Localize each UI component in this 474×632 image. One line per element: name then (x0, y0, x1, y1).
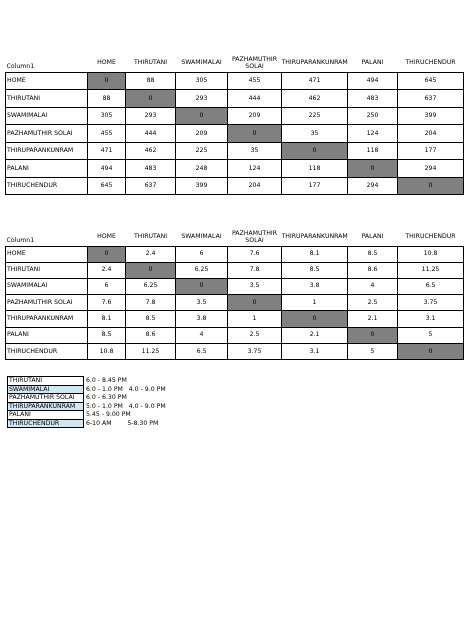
table-cell: 399 (176, 177, 228, 195)
table-row (6, 125, 464, 143)
diagonal-cell: 0 (282, 142, 348, 160)
table-row (6, 262, 464, 278)
timing-row (8, 394, 167, 403)
timing-hours: 5.45 - 9.00 PM (86, 411, 131, 418)
row-header: PAZHAMUTHIR SOLAI (6, 294, 88, 311)
table-cell: 294 (348, 177, 398, 195)
table-header-row (6, 54, 464, 72)
table-cell: 6.5 (176, 343, 228, 360)
table-cell: 209 (176, 125, 228, 143)
row-header: THIRUTANI (6, 90, 88, 108)
table-cell: 8.1 (282, 246, 348, 262)
row-header: THIRUPARANKUNRAM (6, 142, 88, 160)
table-cell: 3.5 (176, 294, 228, 311)
table-cell: 494 (348, 72, 398, 90)
diagonal-cell: 0 (176, 107, 228, 125)
table-cell: 204 (398, 125, 464, 143)
row-header: SWAMIMALAI (6, 107, 88, 125)
diagonal-cell: 0 (398, 177, 464, 195)
table-cell: 250 (348, 107, 398, 125)
diagonal-cell: 0 (126, 262, 176, 278)
table-cell: 305 (88, 107, 126, 125)
table-cell: 471 (88, 142, 126, 160)
diagonal-cell: 0 (88, 246, 126, 262)
row-header: THIRUCHENDUR (6, 177, 88, 195)
row-header: HOME (6, 72, 88, 90)
table-cell: 3.1 (282, 343, 348, 360)
table-cell: 305 (176, 72, 228, 90)
table-cell: 8.5 (282, 262, 348, 278)
table-cell: 204 (228, 177, 282, 195)
table-cell: 248 (176, 160, 228, 178)
table-cell: 177 (398, 142, 464, 160)
table-cell: 645 (88, 177, 126, 195)
table-cell: 2.1 (348, 311, 398, 328)
row-header: THIRUCHENDUR (6, 343, 88, 360)
table-cell: 483 (126, 160, 176, 178)
table-cell: 11.25 (126, 343, 176, 360)
table-cell: 3.1 (398, 311, 464, 328)
table-cell: 3.8 (282, 278, 348, 294)
table-cell: 1 (282, 294, 348, 311)
temple-timings-table (7, 376, 167, 428)
timing-hours: 6.0 - 8.45 PM (86, 377, 127, 384)
table-cell: 88 (126, 72, 176, 90)
distance-table (5, 54, 464, 195)
timing-place: THIRUCHENDUR (8, 419, 84, 428)
diagonal-cell: 0 (348, 160, 398, 178)
row-header: THIRUPARANKUNRAM (6, 311, 88, 328)
timing-row (8, 377, 167, 386)
table-row (6, 107, 464, 125)
timing-row (8, 402, 167, 411)
column-header: SWAMIMALAI (176, 228, 228, 246)
timing-row (8, 385, 167, 394)
table-cell: 118 (282, 160, 348, 178)
column-header: PAZHAMUTHIR SOLAI (228, 228, 282, 246)
table-cell: 3.8 (176, 311, 228, 328)
travel-time-table (5, 228, 464, 360)
table-cell: 2.5 (348, 294, 398, 311)
row-header: PALANI (6, 160, 88, 178)
timing-hours: 5.0 - 1.0 PM 4.0 - 9.0 PM (86, 402, 166, 410)
table-cell: 3.75 (398, 294, 464, 311)
table-cell: 471 (282, 72, 348, 90)
table-row (6, 278, 464, 294)
diagonal-cell: 0 (282, 311, 348, 328)
table-cell: 5 (348, 343, 398, 360)
table-row (6, 246, 464, 262)
column-header: THIRUPARANKUNRAM (282, 228, 348, 246)
timing-place: PALANI (8, 411, 84, 420)
table-row (6, 72, 464, 90)
timing-row (8, 411, 167, 420)
table-cell: 6.5 (398, 278, 464, 294)
table-cell: 444 (228, 90, 282, 108)
table-cell: 294 (398, 160, 464, 178)
column-header: HOME (88, 54, 126, 72)
table-cell: 455 (228, 72, 282, 90)
table-cell: 6.25 (126, 278, 176, 294)
table-cell: 7.6 (88, 294, 126, 311)
timing-place: SWAMIMALAI (8, 385, 84, 394)
table-cell: 6.25 (176, 262, 228, 278)
table-cell: 293 (176, 90, 228, 108)
diagonal-cell: 0 (126, 90, 176, 108)
row-header: PAZHAMUTHIR SOLAI (6, 125, 88, 143)
column-header: THIRUTANI (126, 54, 176, 72)
timing-place: THIRUPARANKUNRAM (8, 402, 84, 411)
row-header: THIRUTANI (6, 262, 88, 278)
table-row (6, 327, 464, 343)
diagonal-cell: 0 (228, 294, 282, 311)
table-cell: 462 (126, 142, 176, 160)
table-row (6, 343, 464, 360)
table-cell: 209 (228, 107, 282, 125)
column-header: THIRUCHENDUR (398, 54, 464, 72)
table-cell: 10.8 (88, 343, 126, 360)
timing-place: PAZHAMUTHIR SOLAI (8, 394, 84, 403)
column-header: PALANI (348, 228, 398, 246)
timing-place: THIRUTANI (8, 377, 84, 386)
table-cell: 462 (282, 90, 348, 108)
column-header: THIRUCHENDUR (398, 228, 464, 246)
table-cell: 124 (228, 160, 282, 178)
timing-hours: 6-10 AM 5-8.30 PM (86, 419, 159, 427)
table-cell: 10.8 (398, 246, 464, 262)
table-cell: 35 (228, 142, 282, 160)
table-cell: 6 (88, 278, 126, 294)
column-header: SWAMIMALAI (176, 54, 228, 72)
table-cell: 5 (398, 327, 464, 343)
table-cell: 6 (176, 246, 228, 262)
table-cell: 455 (88, 125, 126, 143)
column-header: PALANI (348, 54, 398, 72)
table-cell: 637 (126, 177, 176, 195)
column-header-corner: Column1 (6, 228, 88, 246)
table-cell: 444 (126, 125, 176, 143)
table-cell: 3.5 (228, 278, 282, 294)
table-cell: 645 (398, 72, 464, 90)
table-cell: 8.6 (348, 262, 398, 278)
diagonal-cell: 0 (398, 343, 464, 360)
column-header: HOME (88, 228, 126, 246)
timing-hours: 6.0 - 6.30 PM (86, 394, 127, 401)
table-cell: 399 (398, 107, 464, 125)
table-row (6, 177, 464, 195)
column-header-corner: Column1 (6, 54, 88, 72)
row-header: PALANI (6, 327, 88, 343)
table-cell: 2.1 (282, 327, 348, 343)
table-cell: 2.4 (88, 262, 126, 278)
timing-hours: 6.0 - 1.0 PM 4.0 - 9.0 PM (86, 385, 166, 393)
table-row (6, 311, 464, 328)
table-cell: 8.5 (126, 311, 176, 328)
table-cell: 483 (348, 90, 398, 108)
table-cell: 225 (176, 142, 228, 160)
table-cell: 4 (176, 327, 228, 343)
column-header: THIRUPARANKUNRAM (282, 54, 348, 72)
row-header: SWAMIMALAI (6, 278, 88, 294)
column-header: PAZHAMUTHIR SOLAI (228, 54, 282, 72)
table-cell: 8.6 (126, 327, 176, 343)
table-cell: 1 (228, 311, 282, 328)
table-cell: 7.8 (228, 262, 282, 278)
table-cell: 8.5 (348, 246, 398, 262)
table-cell: 494 (88, 160, 126, 178)
table-cell: 88 (88, 90, 126, 108)
table-row (6, 160, 464, 178)
diagonal-cell: 0 (88, 72, 126, 90)
table-cell: 7.6 (228, 246, 282, 262)
timing-row (8, 419, 167, 428)
table-header-row (6, 228, 464, 246)
table-cell: 124 (348, 125, 398, 143)
table-cell: 8.1 (88, 311, 126, 328)
table-cell: 7.8 (126, 294, 176, 311)
table-row (6, 142, 464, 160)
table-cell: 637 (398, 90, 464, 108)
table-cell: 177 (282, 177, 348, 195)
table-cell: 11.25 (398, 262, 464, 278)
diagonal-cell: 0 (176, 278, 228, 294)
diagonal-cell: 0 (348, 327, 398, 343)
table-cell: 225 (282, 107, 348, 125)
diagonal-cell: 0 (228, 125, 282, 143)
table-cell: 8.5 (88, 327, 126, 343)
table-cell: 293 (126, 107, 176, 125)
column-header: THIRUTANI (126, 228, 176, 246)
table-cell: 4 (348, 278, 398, 294)
table-cell: 3.75 (228, 343, 282, 360)
table-row (6, 90, 464, 108)
table-cell: 2.5 (228, 327, 282, 343)
table-row (6, 294, 464, 311)
table-cell: 35 (282, 125, 348, 143)
table-cell: 2.4 (126, 246, 176, 262)
row-header: HOME (6, 246, 88, 262)
table-cell: 118 (348, 142, 398, 160)
